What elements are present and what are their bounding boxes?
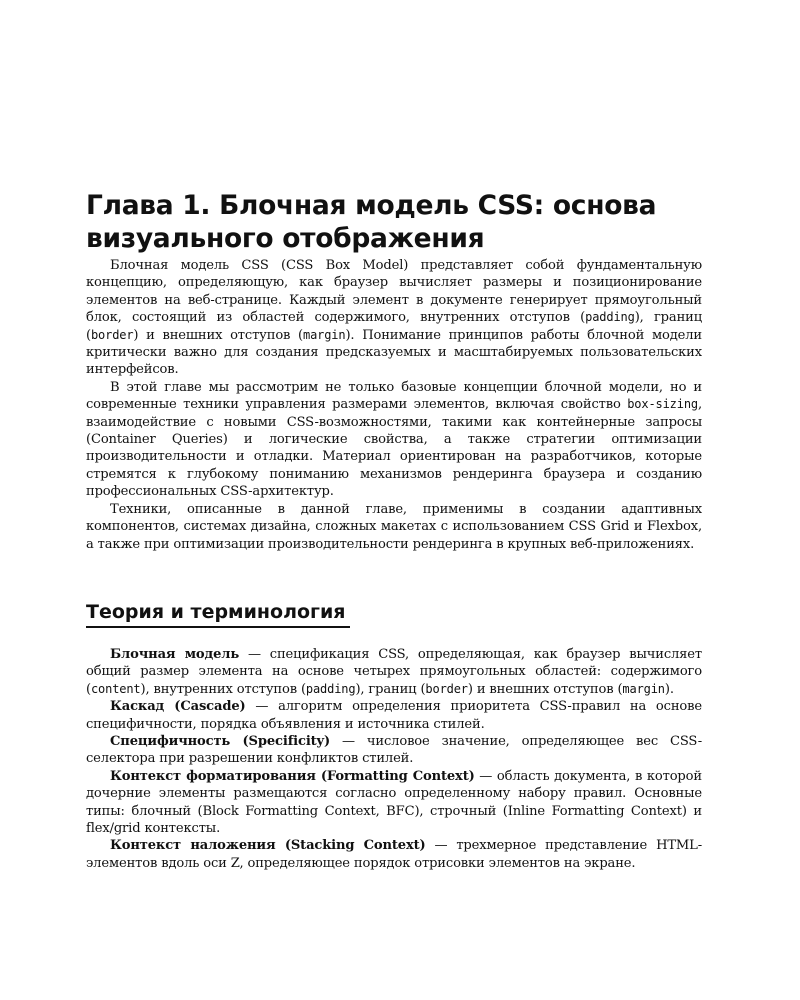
text: В этой главе мы рассмотрим не только базовые концепции блочной модели, но и современные техники управления размерами элементов, включая свойство bbox=[86, 379, 702, 413]
term-definition bbox=[86, 698, 702, 733]
text: — спецификация CSS, определяющая, как браузер вычисляет общий размер элемента на основе четырех прямоугольных областей: содержимого ( bbox=[86, 647, 702, 697]
intro-paragraph-3: Техники, описанные в данной главе, применимы в создании адаптивных компонентов, системах дизайна, сложных макетах с использованием CSS Grid и Flexbox, а также при оптимизации производительности рендеринга в крупных веб-приложениях. bbox=[86, 501, 702, 552]
code-padding: padding bbox=[585, 310, 635, 325]
term-name: Специфичность (Specificity) bbox=[110, 734, 331, 750]
code-padding: padding bbox=[305, 681, 356, 696]
code-margin: margin bbox=[303, 327, 346, 342]
term-name: Контекст форматирования (Formatting Context) bbox=[110, 768, 475, 784]
term-name: Контекст наложения (Stacking Context) bbox=[110, 838, 426, 854]
terms-list bbox=[86, 646, 702, 872]
code-content: content bbox=[90, 681, 141, 696]
code-margin: margin bbox=[622, 681, 665, 696]
text: — алгоритм определения приоритета CSS-правил на основе специфичности, порядка объявления и источника стилей. bbox=[86, 699, 702, 732]
section-title: Теория и терминология bbox=[86, 601, 346, 623]
text: ), внутренних отступов ( bbox=[140, 681, 306, 697]
term-definition bbox=[86, 733, 702, 768]
text: ) и внешних отступов ( bbox=[133, 327, 303, 343]
text: — область документа, в которой дочерние элементы размещаются согласно определенному набору правил. Основные типы: блочный (Block Formatting Context, BFC), строчный (Inline Formatting Context) и flex/grid контексты. bbox=[86, 768, 702, 837]
text: ), границ ( bbox=[86, 310, 702, 343]
term-name: Блочная модель bbox=[110, 647, 240, 662]
code-box-sizing: box-sizing bbox=[627, 397, 698, 412]
text: Блочная модель CSS (CSS Box Model) представляет собой фундаментальную концепцию, определяющую, как браузер вычисляет размеры и позиционирование элементов на веб-странице. Каждый элемент в документе генерирует прямоугольный блок, состоящий из областей содержимого, внутренних отступов ( bbox=[86, 258, 702, 326]
text: ). Понимание принципов работы блочной модели критически важно для создания предсказуемых и масштабируемых пользовательских интерфейсов. bbox=[86, 327, 702, 378]
intro-paragraph-1 bbox=[86, 257, 702, 379]
section-underline bbox=[86, 626, 350, 628]
text: ) и внешних отступов ( bbox=[467, 681, 623, 697]
term-definition bbox=[86, 837, 702, 872]
text: , взаимодействие с новыми CSS-возможностями, такими как контейнерные запросы (Container Queries) и логические свойства, а также стратегии оптимизации производительности и отладки. Материал ориентирован на разработчиков, которые стремятся к глубокому пониманию механизмов рендеринга браузера и созданию профессиональных CSS-архитектур. bbox=[86, 397, 702, 500]
chapter-title: Глава 1. Блочная модель CSS: основа визуального отображения bbox=[86, 190, 657, 254]
term-definition bbox=[86, 768, 702, 838]
code-border: border bbox=[90, 327, 134, 342]
code-border: border bbox=[425, 681, 468, 696]
intro-paragraph-2 bbox=[86, 379, 702, 501]
term-definition bbox=[86, 646, 702, 698]
intro-section bbox=[86, 257, 702, 553]
text: ), границ ( bbox=[355, 681, 426, 697]
text: — трехмерное представление HTML-элементов вдоль оси Z, определяющее порядок отрисовки элементов на экране. bbox=[86, 838, 702, 871]
term-name: Каскад (Cascade) bbox=[110, 699, 246, 715]
text: — числовое значение, определяющее вес CSS-селектора при разрешении конфликтов стилей. bbox=[86, 734, 702, 767]
text: ). bbox=[664, 681, 674, 697]
